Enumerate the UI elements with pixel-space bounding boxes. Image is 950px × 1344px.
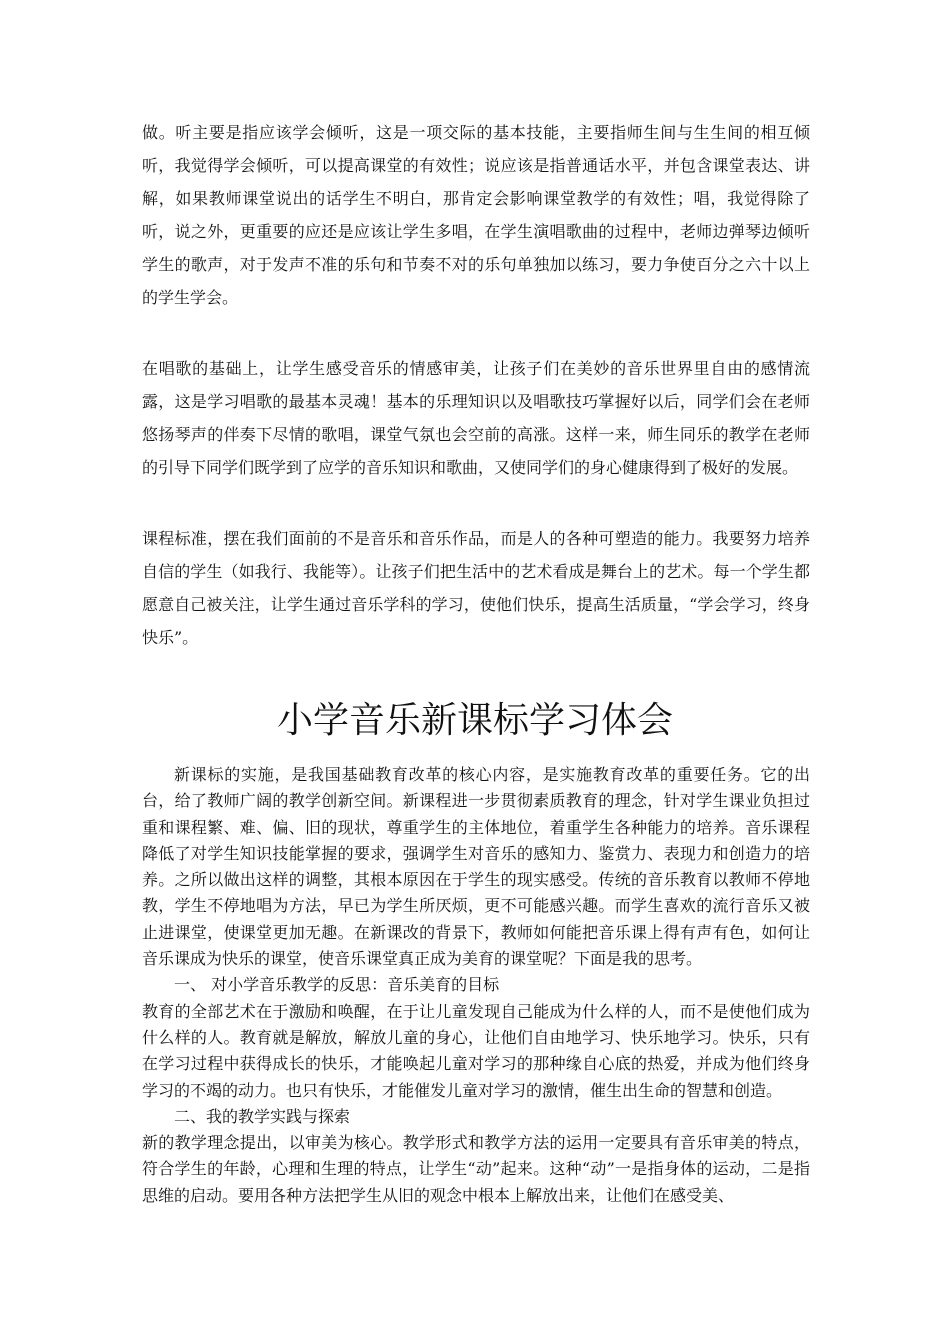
intro-paragraph: 新课标的实施，是我国基础教育改革的核心内容，是实施教育改革的重要任务。它的出台，给了教师广阔的教学创新空间。新课程进一步贯彻素质教育的理念，针对学生课业负担过重和课程繁、难、偏、旧的现状，尊重学生的主体地位，着重学生各种能力的培养。音乐课程降低了对学生知识技能掌握的要求，强调学生对音乐的感知力、鉴赏力、表现力和创造力的培养。之所以做出这样的调整，其根本原因在于学生的现实感受。传统的音乐教育以教师不停地教，学生不停地唱为方法，早已为学生所厌烦，更不可能感兴趣。而学生喜欢的流行音乐又被止进课堂，使课堂更加无趣。在新课改的背景下，教师如何能把音乐课上得有声有色，如何让音乐课成为快乐的课堂，使音乐课堂真正成为美育的课堂呢？下面是我的思考。 (142, 765, 810, 969)
paragraph: 课程标准，摆在我们面前的不是音乐和音乐作品，而是人的各种可塑造的能力。我要努力培养自信的学生（如我行、我能等）。让孩子们把生活中的艺术看成是舞台上的艺术。每一个学生都愿意自己被关注，让学生通过音乐学科的学习，使他们快乐，提高生活质量，“学会学习，终身快乐”。 (142, 529, 810, 647)
article-body (142, 762, 810, 1209)
section-paragraph: 教育的全部艺术在于激励和唤醒，在于让儿童发现自己能成为什么样的人，而不是使他们成为什么样的人。教育就是解放，解放儿童的身心，让他们自由地学习、快乐地学习。快乐，只有在学习过程中获得成长的快乐，才能唤起儿童对学习的那种缘自心底的热爱，并成为他们终身学习的不竭的动力。也只有快乐，才能催发儿童对学习的激情，催生出生命的智慧和创造。 (142, 1001, 810, 1100)
document-title: 小学音乐新课标学习体会 (276, 700, 673, 741)
previous-section-text (142, 116, 810, 692)
paragraph: 在唱歌的基础上，让学生感受音乐的情感审美，让孩子们在美妙的音乐世界里自由的感情流露，这是学习唱歌的最基本灵魂！基本的乐理知识以及唱歌技巧掌握好以后，同学们会在老师悠扬琴声的伴奏下尽情的歌唱，课堂气氛也会空前的高涨。这样一来，师生同乐的教学在老师的引导下同学们既学到了应学的音乐知识和歌曲，又使同学们的身心健康得到了极好的发展。 (142, 359, 810, 477)
section-heading: 一、 对小学音乐教学的反思：音乐美育的目标 (174, 975, 500, 995)
section-paragraph: 新的教学理念提出，以审美为核心。教学形式和教学方法的运用一定要具有音乐审美的特点，符合学生的年龄，心理和生理的特点，让学生“动”起来。这种“动”一是指身体的运动，二是指思维的启动。要用各种方法把学生从旧的观念中根本上解放出来，让他们在感受美、 (142, 1133, 810, 1205)
section-heading: 二、我的教学实践与探索 (174, 1106, 351, 1126)
paragraph: 做。听主要是指应该学会倾听，这是一项交际的基本技能，主要指师生间与生生间的相互倾听，我觉得学会倾听，可以提高课堂的有效性；说应该是指普通话水平，并包含课堂表达、讲解，如果教师课堂说出的话学生不明白，那肯定会影响课堂教学的有效性；唱，我觉得除了听，说之外，更重要的应还是应该让学生多唱，在学生演唱歌曲的过程中，老师边弹琴边倾听学生的歌声，对于发声不准的乐句和节奏不对的乐句单独加以练习，要力争使百分之六十以上的学生学会。 (142, 123, 810, 307)
